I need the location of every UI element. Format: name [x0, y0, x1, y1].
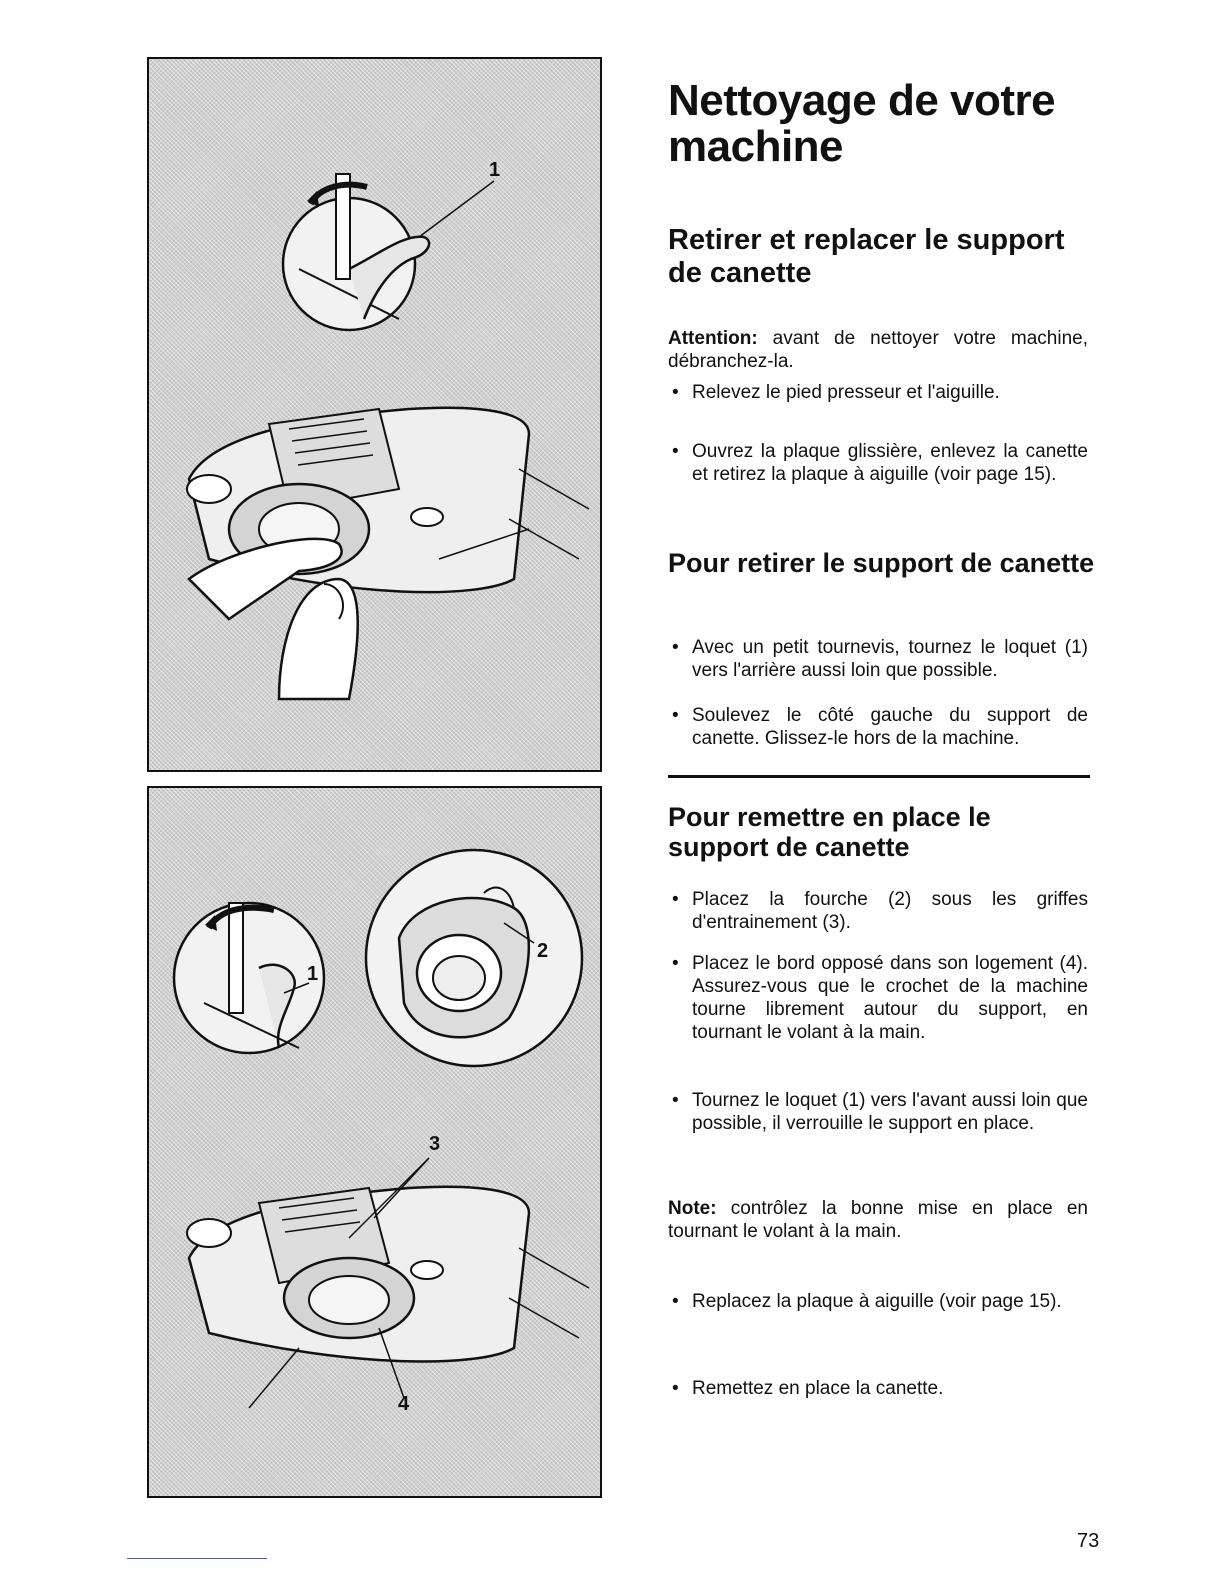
list-item-text: Avec un petit tournevis, tournez le loquet (1) vers l'arrière aussi loin que possible. [692, 637, 1088, 681]
list-item-text: Soulevez le côté gauche du support de canette. Glissez-le hors de la machine. [692, 705, 1088, 749]
list-item [668, 1377, 1088, 1400]
note-paragraph [668, 1197, 1088, 1243]
note-label: Note: [668, 1198, 717, 1219]
bullet-icon: • [672, 1090, 679, 1111]
list-item-text: Tournez le loquet (1) vers l'avant aussi loin que possible, il verrouille le support en place. [692, 1090, 1088, 1134]
list-item [668, 1089, 1088, 1135]
callout-label-1: 1 [307, 963, 319, 985]
list-item-text: Relevez le pied presseur et l'aiguille. [692, 382, 1000, 403]
list-item-text: Ouvrez la plaque glissière, enlevez la canette et retirez la plaque à aiguille (voir page 15). [692, 441, 1088, 485]
list-item [668, 1290, 1088, 1313]
footer-divider [127, 1558, 267, 1559]
bullet-icon: • [672, 1291, 679, 1312]
note-text: contrôlez la bonne mise en place en tournant le volant à la main. [668, 1198, 1088, 1242]
list-item-text: Replacez la plaque à aiguille (voir page 15). [692, 1291, 1062, 1312]
bullet-icon: • [672, 889, 679, 910]
section-divider [668, 775, 1090, 778]
bullet-icon: • [672, 953, 679, 974]
illustration-drawing [149, 788, 602, 1498]
remove-heading: Pour retirer le support de canette [668, 548, 1095, 578]
list-item [668, 381, 1088, 404]
page-title: Nettoyage de votre machine [668, 76, 1056, 171]
list-item [668, 704, 1088, 750]
list-item [668, 888, 1088, 934]
list-item-text: Remettez en place la canette. [692, 1378, 944, 1399]
page-number: 73 [1077, 1530, 1100, 1552]
section-heading: Retirer et replacer le support de canette [668, 224, 1065, 289]
bullet-icon: • [672, 705, 679, 726]
list-item-text: Placez la fourche (2) sous les griffes d'entrainement (3). [692, 889, 1088, 933]
list-item [668, 440, 1088, 486]
callout-label-3: 3 [429, 1133, 441, 1155]
attention-paragraph [668, 327, 1088, 373]
bullet-icon: • [672, 441, 679, 462]
attention-label: Attention: [668, 328, 758, 349]
callout-label-2: 2 [537, 940, 549, 962]
illustration-remove-bobbin-case [147, 57, 602, 772]
list-item [668, 636, 1088, 682]
replace-heading: Pour remettre en place le support de canette [668, 802, 991, 862]
bullet-icon: • [672, 637, 679, 658]
illustration-replace-bobbin-case [147, 786, 602, 1498]
callout-label-4: 4 [398, 1393, 410, 1415]
illustration-drawing [149, 59, 602, 772]
bullet-icon: • [672, 382, 679, 403]
bullet-icon: • [672, 1378, 679, 1399]
list-item-text: Placez le bord opposé dans son logement (4). Assurez-vous que le crochet de la machine tourne librement autour du support, en tournant le volant à la main. [692, 953, 1088, 1043]
callout-label-1: 1 [489, 159, 501, 181]
attention-text: avant de nettoyer votre machine, débranchez-la. [668, 328, 1088, 372]
list-item [668, 952, 1088, 1044]
